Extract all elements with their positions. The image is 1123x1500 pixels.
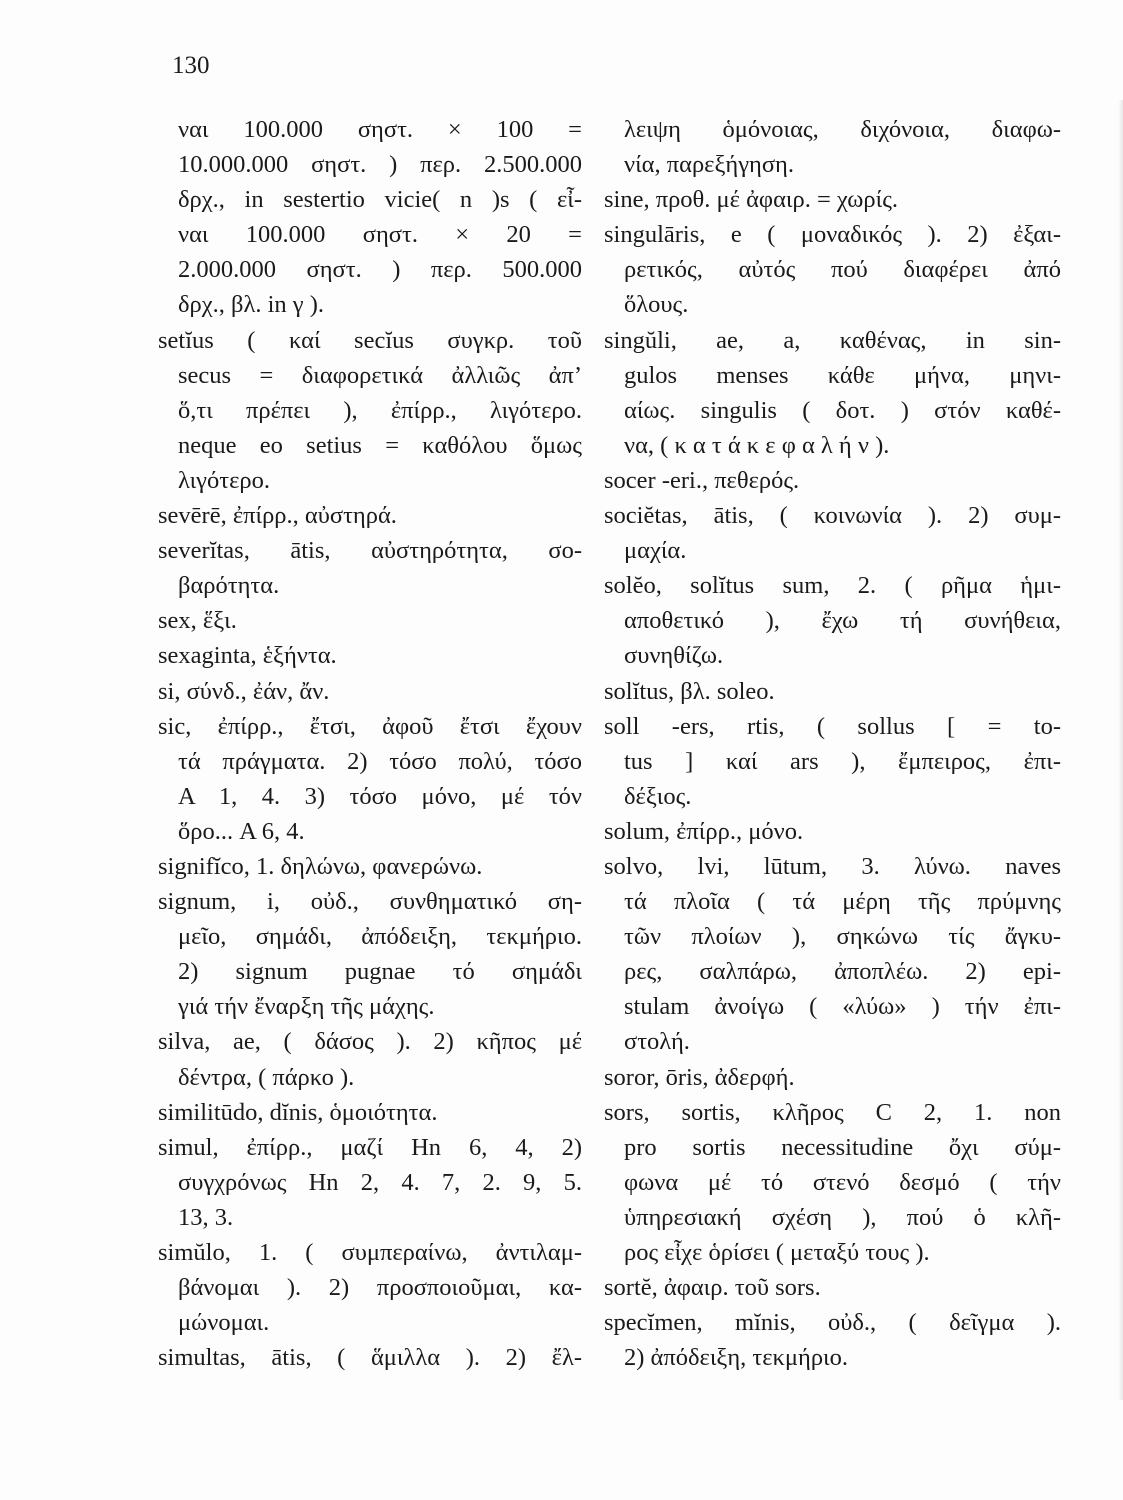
entry-line: ὅλους. bbox=[624, 291, 689, 319]
entry-line: δέξιος. bbox=[624, 782, 692, 810]
entry-line: μώνομαι. bbox=[178, 1309, 270, 1337]
dictionary-entry bbox=[158, 674, 582, 709]
entry-headword-line: silva, ae, ( δάσος ). 2) κῆπος μέ bbox=[158, 1028, 582, 1056]
entry-line: τῶν πλοίων ), σηκώνω τίς ἄγκυ- bbox=[624, 923, 1061, 951]
entry-line: secus = διαφορετικά ἀλλιῶς ἀπ’ bbox=[178, 361, 582, 389]
entry-line: γιά τήν ἔναρξη τῆς μάχης. bbox=[178, 993, 435, 1021]
entry-line: ὅρο... A 6, 4. bbox=[178, 817, 305, 845]
dictionary-entry bbox=[604, 1305, 1061, 1375]
entry-line: neque eo setius = καθόλου ὅμως bbox=[178, 431, 582, 459]
entry-line: μαχία. bbox=[624, 537, 687, 565]
entry-line: συνηθίζω. bbox=[624, 642, 724, 670]
dictionary-entry bbox=[158, 1340, 582, 1375]
dictionary-entry bbox=[604, 217, 1061, 322]
entry-headword-line: solvo, lvi, lūtum, 3. λύνω. naves bbox=[604, 852, 1061, 880]
entry-headword-line: sic, ἐπίρρ., ἔτσι, ἀφοῦ ἔτσι ἔχουν bbox=[158, 712, 582, 740]
dictionary-entry bbox=[158, 498, 582, 533]
entry-line: ρετικός, αὐτός πού διαφέρει ἀπό bbox=[624, 256, 1061, 284]
entry-line: stulam ἀνοίγω ( «λύω» ) τήν ἐπι- bbox=[624, 993, 1061, 1021]
entry-headword-line: sine, προθ. μέ ἀφαιρ. = χωρίς. bbox=[604, 186, 899, 214]
entry-line: 2.000.000 σηστ. ) περ. 500.000 bbox=[178, 256, 582, 284]
dictionary-entry bbox=[604, 1060, 1061, 1095]
dictionary-entry bbox=[604, 849, 1061, 1060]
entry-line: tus ] καί ars ), ἔμπειρος, ἐπι- bbox=[624, 747, 1061, 775]
entry-line: βαρότητα. bbox=[178, 572, 280, 600]
entry-line: 13, 3. bbox=[178, 1203, 234, 1231]
entry-headword-line: simultas, ātis, ( ἅμιλλα ). 2) ἔλ- bbox=[158, 1344, 582, 1372]
entry-line: pro sortis necessitudine ὄχι σύμ- bbox=[624, 1133, 1061, 1161]
entry-line: ρες, σαλπάρω, ἀποπλέω. 2) epi- bbox=[624, 958, 1061, 986]
dictionary-entry bbox=[158, 533, 582, 603]
dictionary-entry bbox=[158, 1024, 582, 1094]
entry-headword-line: sortĕ, ἀφαιρ. τοῦ sors. bbox=[604, 1274, 821, 1302]
page-edge-shadow bbox=[1118, 100, 1123, 1400]
entry-line: αποθετικό ), ἔχω τή συνήθεια, bbox=[624, 607, 1061, 635]
entry-line: μεῖο, σημάδι, ἀπόδειξη, τεκμήριο. bbox=[178, 923, 582, 951]
entry-headword-line: severĭtas, ātis, αὐστηρότητα, σο- bbox=[158, 537, 582, 565]
entry-headword-line: soll -ers, rtis, ( sollus [ = to- bbox=[604, 712, 1061, 740]
entry-line: ὅ,τι πρέπει ), ἐπίρρ., λιγότερο. bbox=[178, 396, 582, 424]
dictionary-entry bbox=[604, 1095, 1061, 1270]
dictionary-entry bbox=[158, 638, 582, 673]
dictionary-column-left bbox=[158, 112, 582, 1375]
entry-headword-line: solĕo, solĭtus sum, 2. ( ρῆμα ἡμι- bbox=[604, 572, 1061, 600]
dictionary-entry bbox=[604, 182, 1061, 217]
entry-line: αίως. singulis ( δοτ. ) στόν καθέ- bbox=[624, 396, 1061, 424]
entry-line: ναι 100.000 σηστ. × 100 = bbox=[178, 116, 582, 143]
entry-headword-line: signum, i, οὐδ., συνθηματικό ση- bbox=[158, 888, 582, 916]
entry-headword-line: solum, ἐπίρρ., μόνο. bbox=[604, 817, 804, 845]
entry-headword-line: solĭtus, βλ. soleo. bbox=[604, 677, 775, 705]
entry-line: δρχ., in sestertio vicie( n )s ( εἶ- bbox=[178, 186, 582, 214]
dictionary-entry bbox=[158, 603, 582, 638]
dictionary-entry bbox=[604, 498, 1061, 568]
entry-headword-line: soror, ōris, ἀδερφή. bbox=[604, 1063, 795, 1091]
entry-line: 2) ἀπόδειξη, τεκμήριο. bbox=[624, 1344, 849, 1372]
entry-line: δρχ., βλ. in γ ). bbox=[178, 291, 325, 319]
entry-line: ὑπηρεσιακή σχέση ), πού ὁ κλῆ- bbox=[624, 1203, 1061, 1231]
entry-line: λειψη ὁμόνοιας, διχόνοια, διαφω- bbox=[624, 116, 1061, 143]
dictionary-entry bbox=[604, 568, 1061, 673]
entry-headword-line: sevērē, ἐπίρρ., αὐστηρά. bbox=[158, 502, 397, 530]
dictionary-entry bbox=[604, 323, 1061, 463]
dictionary-column-right bbox=[604, 112, 1061, 1375]
entry-headword-line: simul, ἐπίρρ., μαζί Hn 6, 4, 2) bbox=[158, 1133, 582, 1161]
entry-line: βάνομαι ). 2) προσποιοῦμαι, κα- bbox=[178, 1274, 582, 1302]
entry-line: τά πράγματα. 2) τόσο πολύ, τόσο bbox=[178, 747, 582, 775]
entry-line: 2) signum pugnae τό σημάδι bbox=[178, 958, 582, 986]
entry-line: gulos menses κάθε μήνα, μηνι- bbox=[624, 361, 1061, 389]
entry-headword-line: sexaginta, ἑξήντα. bbox=[158, 642, 337, 670]
entry-line: να, ( κ α τ ά κ ε φ α λ ή ν ). bbox=[624, 431, 890, 459]
entry-headword-line: singulāris, e ( μοναδικός ). 2) ἐξαι- bbox=[604, 221, 1061, 249]
dictionary-entry bbox=[604, 1270, 1061, 1305]
dictionary-entry bbox=[158, 323, 582, 498]
dictionary-entry bbox=[158, 1130, 582, 1235]
entry-headword-line: sex, ἕξι. bbox=[158, 607, 237, 635]
entry-headword-line: si, σύνδ., ἐάν, ἄν. bbox=[158, 677, 330, 705]
dictionary-entry bbox=[158, 1235, 582, 1340]
entry-headword-line: simŭlo, 1. ( συμπεραίνω, ἀντιλαμ- bbox=[158, 1239, 582, 1266]
entry-line: ναι 100.000 σηστ. × 20 = bbox=[178, 221, 582, 249]
entry-headword-line: socer -eri., πεθερός. bbox=[604, 466, 800, 494]
entry-line: 10.000.000 σηστ. ) περ. 2.500.000 bbox=[178, 151, 582, 179]
dictionary-entry bbox=[158, 112, 582, 323]
entry-line: ρος εἶχε ὁρίσει ( μεταξύ τους ). bbox=[624, 1239, 930, 1266]
entry-headword-line: singŭli, ae, a, καθένας, in sin- bbox=[604, 326, 1061, 354]
dictionary-entry bbox=[604, 674, 1061, 709]
entry-line: τά πλοῖα ( τά μέρη τῆς πρύμνης bbox=[624, 888, 1061, 916]
dictionary-entry bbox=[158, 849, 582, 884]
entry-line: A 1, 4. 3) τόσο μόνο, μέ τόν bbox=[178, 782, 582, 810]
dictionary-entry bbox=[604, 112, 1061, 182]
entry-line: φωνα μέ τό στενό δεσμό ( τήν bbox=[624, 1168, 1061, 1196]
entry-headword-line: specĭmen, mĭnis, οὐδ., ( δεῖγμα ). bbox=[604, 1309, 1061, 1337]
entry-line: στολή. bbox=[624, 1028, 690, 1056]
entry-line: λιγότερο. bbox=[178, 466, 270, 494]
entry-headword-line: setĭus ( καί secĭus συγκρ. τοῦ bbox=[158, 326, 582, 354]
entry-line: δέντρα, ( πάρκο ). bbox=[178, 1063, 355, 1091]
dictionary-entry bbox=[158, 709, 582, 849]
dictionary-entry bbox=[158, 1095, 582, 1130]
dictionary-entry bbox=[158, 884, 582, 1024]
page-number: 130 bbox=[172, 52, 210, 79]
entry-headword-line: sors, sortis, κλῆρος C 2, 1. non bbox=[604, 1098, 1061, 1126]
entry-headword-line: signifĭco, 1. δηλώνω, φανερώνω. bbox=[158, 852, 483, 880]
entry-headword-line: similitūdo, dĭnis, ὁμοιότητα. bbox=[158, 1098, 438, 1126]
dictionary-entry bbox=[604, 814, 1061, 849]
entry-headword-line: sociĕtas, ātis, ( κοινωνία ). 2) συμ- bbox=[604, 502, 1061, 530]
dictionary-entry bbox=[604, 463, 1061, 498]
entry-line: συγχρόνως Hn 2, 4. 7, 2. 9, 5. bbox=[178, 1168, 582, 1196]
entry-line: νία, παρεξήγηση. bbox=[624, 151, 794, 179]
dictionary-entry bbox=[604, 709, 1061, 814]
